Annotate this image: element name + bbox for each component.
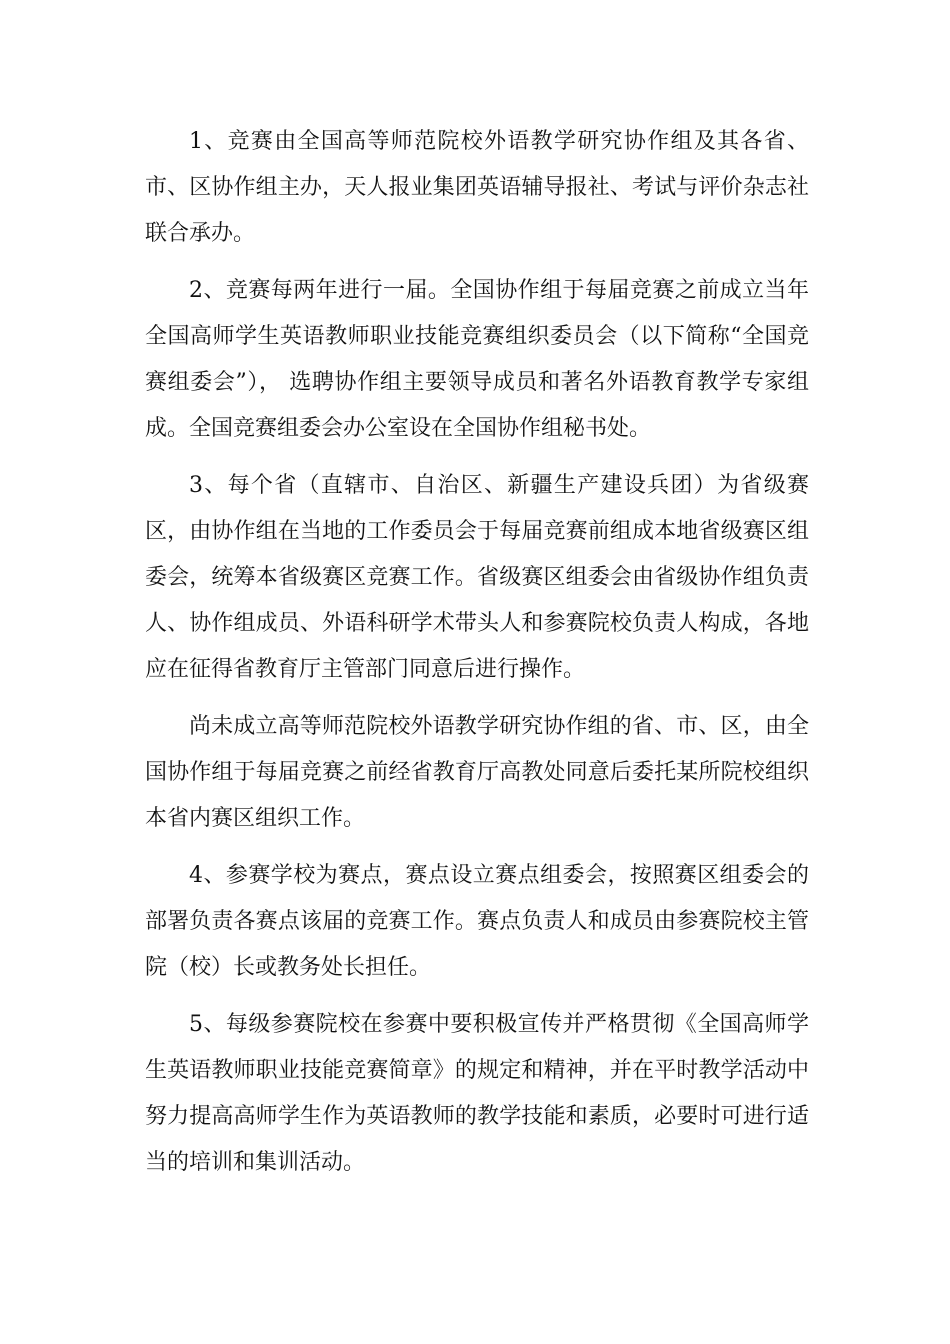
paragraph-3: 3、每个省（直辖市、自治区、新疆生产建设兵团）为省级赛区，由协作组在当地的工作委员会于每届竞赛前组成本地省级赛区组委会，统筹本省级赛区竞赛工作。省级赛区组委会由省级协作组负责人、协作组成员、外语科研学术带头人和参赛院校负责人构成，各地应在征得省教育厅主管部门同意后进行操作。 [145,473,809,682]
paragraph-5: 4、参赛学校为赛点，赛点设立赛点组委会，按照赛区组委会的部署负责各赛点该届的竞赛工作。赛点负责人和成员由参赛院校主管院（校）长或教务处长担任。 [145,863,809,980]
document-body [145,119,809,1197]
paragraph-2: 2、竞赛每两年进行一届。全国协作组于每届竞赛之前成立当年全国高师学生英语教师职业技能竞赛组织委员会（以下简称“全国竞赛组委会”）， 选聘协作组主要领导成员和著名外语教育教学专家组成。全国竞赛组委会办公室设在全国协作组秘书处。 [145,278,809,441]
paragraph-6: 5、每级参赛院校在参赛中要积极宣传并严格贯彻《全国高师学生英语教师职业技能竞赛简章》的规定和精神，并在平时教学活动中努力提高高师学生作为英语教师的教学技能和素质，必要时可进行适当的培训和集训活动。 [145,1012,809,1175]
paragraph-1: 1、竞赛由全国高等师范院校外语教学研究协作组及其各省、市、区协作组主办，天人报业集团英语辅导报社、考试与评价杂志社联合承办。 [145,129,809,246]
paragraph-4: 尚未成立高等师范院校外语教学研究协作组的省、市、区，由全国协作组于每届竞赛之前经省教育厅高教处同意后委托某所院校组织本省内赛区组织工作。 [145,714,809,831]
